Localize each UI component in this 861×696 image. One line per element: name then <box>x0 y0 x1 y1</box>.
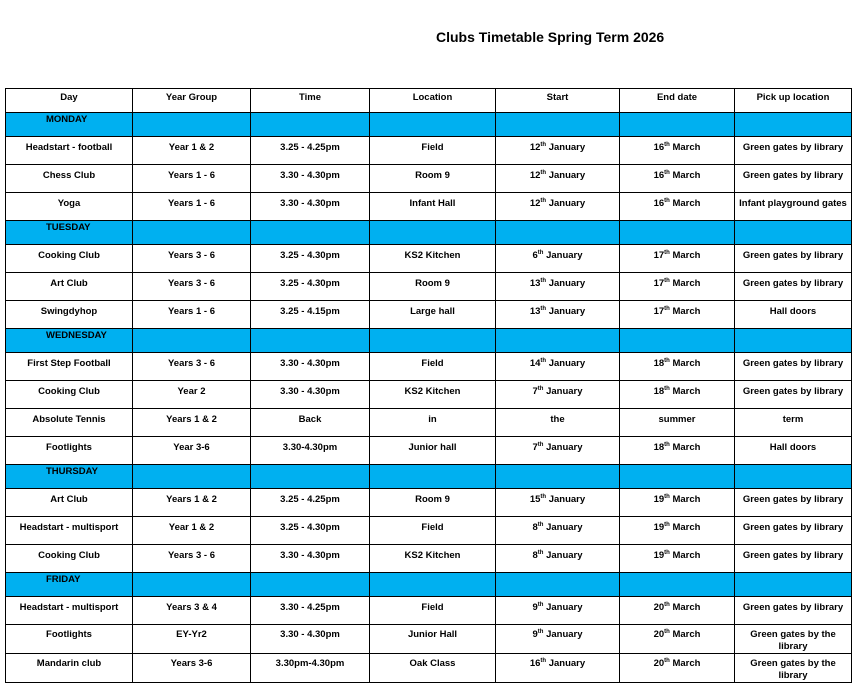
pickup-location: term <box>735 409 852 437</box>
end-date-suffix: th <box>664 441 670 448</box>
club-name: Cooking Club <box>6 545 133 573</box>
club-row <box>6 545 852 573</box>
day-row-cell <box>620 113 735 137</box>
start-date-day: 8 <box>532 522 538 533</box>
day-row-cell <box>133 221 251 245</box>
club-location: Room 9 <box>370 273 496 301</box>
start-date-month: January <box>548 306 586 317</box>
start-date <box>496 625 620 654</box>
club-name: Mandarin club <box>6 654 133 683</box>
end-date-suffix: th <box>664 549 670 556</box>
day-name: THURSDAY <box>6 465 133 489</box>
year-group: Year 1 & 2 <box>133 517 251 545</box>
club-time: 3.25 - 4.30pm <box>251 517 370 545</box>
day-name: TUESDAY <box>6 221 133 245</box>
year-group: Years 3 & 4 <box>133 597 251 625</box>
start-date <box>496 545 620 573</box>
club-row <box>6 193 852 221</box>
day-row-cell <box>370 465 496 489</box>
day-row-cell <box>251 329 370 353</box>
start-date-day: 15 <box>529 494 541 505</box>
day-row-cell <box>735 573 852 597</box>
end-date <box>620 301 735 329</box>
club-time: Back <box>251 409 370 437</box>
club-name: Headstart - multisport <box>6 597 133 625</box>
club-location: in <box>370 409 496 437</box>
club-row <box>6 437 852 465</box>
start-date <box>496 409 620 437</box>
club-location: Large hall <box>370 301 496 329</box>
end-date <box>620 165 735 193</box>
start-date-suffix: th <box>537 385 544 392</box>
column-header: End date <box>620 89 735 113</box>
end-date-day: 20 <box>653 658 665 669</box>
day-row-cell <box>620 221 735 245</box>
column-header: Day <box>6 89 133 113</box>
end-date <box>620 353 735 381</box>
year-group: Year 2 <box>133 381 251 409</box>
end-date <box>620 489 735 517</box>
start-date-month: January <box>548 170 586 181</box>
club-location: Oak Class <box>370 654 496 683</box>
start-date-month: January <box>546 522 583 533</box>
end-date-suffix: th <box>664 628 670 635</box>
start-date-suffix: th <box>537 249 544 256</box>
start-date-suffix: th <box>540 197 547 204</box>
pickup-location: Green gates by the library <box>735 654 852 683</box>
pickup-location: Green gates by library <box>735 597 852 625</box>
year-group: Year 3-6 <box>133 437 251 465</box>
club-time: 3.30 - 4.30pm <box>251 193 370 221</box>
year-group: Years 3 - 6 <box>133 545 251 573</box>
end-date-month: March <box>672 170 701 181</box>
end-date-suffix: th <box>664 657 670 664</box>
pickup-location: Green gates by library <box>735 489 852 517</box>
club-location: KS2 Kitchen <box>370 545 496 573</box>
day-name: WEDNESDAY <box>6 329 133 353</box>
start-date <box>496 489 620 517</box>
end-date-month: March <box>672 278 701 289</box>
day-row-cell <box>735 465 852 489</box>
start-date-month: January <box>546 386 583 397</box>
day-row-cell <box>620 573 735 597</box>
start-date-suffix: th <box>540 277 547 284</box>
end-date-suffix: th <box>664 385 670 392</box>
start-date-day: 12 <box>529 198 541 209</box>
pickup-location: Green gates by library <box>735 137 852 165</box>
club-location: Room 9 <box>370 165 496 193</box>
day-row-cell <box>251 221 370 245</box>
club-row <box>6 381 852 409</box>
start-date-month: January <box>548 142 586 153</box>
club-name: First Step Football <box>6 353 133 381</box>
day-row-cell <box>496 113 620 137</box>
day-row-cell <box>735 113 852 137</box>
year-group: EY-Yr2 <box>133 625 251 654</box>
start-date-day: 12 <box>529 142 541 153</box>
start-date <box>496 437 620 465</box>
start-date <box>496 353 620 381</box>
club-row <box>6 409 852 437</box>
day-row-cell <box>370 221 496 245</box>
end-date-month: March <box>672 198 701 209</box>
end-date <box>620 193 735 221</box>
start-date <box>496 165 620 193</box>
pickup-location: Green gates by library <box>735 517 852 545</box>
club-row <box>6 625 852 654</box>
end-date-day: 19 <box>653 494 665 505</box>
start-date-day: 9 <box>532 629 538 640</box>
start-date-suffix: th <box>537 628 544 635</box>
club-name: Yoga <box>6 193 133 221</box>
end-date-suffix: th <box>664 305 670 312</box>
club-name: Cooking Club <box>6 245 133 273</box>
start-date-month: January <box>546 629 583 640</box>
start-date-suffix: th <box>540 493 547 500</box>
club-location: Field <box>370 353 496 381</box>
start-date-day: 8 <box>532 550 538 561</box>
club-time: 3.30-4.30pm <box>251 437 370 465</box>
day-row-cell <box>370 573 496 597</box>
end-date-day: 20 <box>653 629 665 640</box>
day-row-cell <box>370 113 496 137</box>
end-date-day: 18 <box>653 358 665 369</box>
day-row <box>6 573 852 597</box>
end-date-day: 16 <box>653 142 665 153</box>
club-name: Headstart - multisport <box>6 517 133 545</box>
end-date-day: 17 <box>653 306 665 317</box>
start-date-suffix: th <box>540 357 547 364</box>
start-date-suffix: th <box>540 169 547 176</box>
start-date-suffix: th <box>540 305 547 312</box>
club-time: 3.30 - 4.30pm <box>251 381 370 409</box>
club-location: Infant Hall <box>370 193 496 221</box>
pickup-location: Green gates by library <box>735 165 852 193</box>
end-date-day: 18 <box>653 442 665 453</box>
end-date <box>620 517 735 545</box>
club-row <box>6 165 852 193</box>
club-row <box>6 137 852 165</box>
end-date-day: 17 <box>653 250 665 261</box>
pickup-location: Green gates by library <box>735 381 852 409</box>
start-date-month: January <box>546 602 583 613</box>
pickup-location: Hall doors <box>735 301 852 329</box>
day-row-cell <box>370 329 496 353</box>
club-time: 3.30 - 4.30pm <box>251 165 370 193</box>
title-text: Clubs Timetable Spring Term 2026 <box>436 29 665 45</box>
end-date-suffix: th <box>664 521 670 528</box>
day-row <box>6 221 852 245</box>
start-date <box>496 245 620 273</box>
start-date <box>496 381 620 409</box>
club-row <box>6 597 852 625</box>
end-date-month: March <box>672 358 701 369</box>
club-time: 3.25 - 4.30pm <box>251 273 370 301</box>
start-date-month: January <box>548 494 586 505</box>
start-date-day: 12 <box>529 170 541 181</box>
timetable-body <box>6 113 852 683</box>
column-header: Pick up location <box>735 89 852 113</box>
pickup-location: Green gates by library <box>735 545 852 573</box>
end-date-day: 20 <box>653 602 665 613</box>
club-location: Field <box>370 517 496 545</box>
end-date-suffix: th <box>664 141 670 148</box>
start-date-suffix: th <box>540 141 547 148</box>
year-group: Years 1 & 2 <box>133 489 251 517</box>
end-date-day: 16 <box>653 198 665 209</box>
day-name: FRIDAY <box>6 573 133 597</box>
day-row-cell <box>133 573 251 597</box>
club-name: Headstart - football <box>6 137 133 165</box>
day-row-cell <box>496 573 620 597</box>
day-row-cell <box>620 329 735 353</box>
end-date-month: March <box>672 142 701 153</box>
day-row-cell <box>251 573 370 597</box>
start-date-month: January <box>548 198 586 209</box>
end-date <box>620 437 735 465</box>
column-header: Start <box>496 89 620 113</box>
year-group: Years 1 - 6 <box>133 193 251 221</box>
day-row-cell <box>735 329 852 353</box>
day-row-cell <box>133 465 251 489</box>
end-date <box>620 625 735 654</box>
start-date <box>496 597 620 625</box>
day-row-cell <box>496 465 620 489</box>
club-row <box>6 301 852 329</box>
end-date-month: March <box>672 386 701 397</box>
year-group: Years 1 - 6 <box>133 165 251 193</box>
club-time: 3.30 - 4.25pm <box>251 597 370 625</box>
end-date-month: March <box>672 250 701 261</box>
club-row <box>6 489 852 517</box>
start-date-day: 7 <box>532 386 538 397</box>
end-date-day: summer <box>658 414 696 425</box>
start-date-suffix: th <box>537 549 544 556</box>
start-date <box>496 654 620 683</box>
end-date-month: March <box>672 306 701 317</box>
club-name: Art Club <box>6 273 133 301</box>
start-date-day: 13 <box>529 278 541 289</box>
day-row-cell <box>620 465 735 489</box>
club-row <box>6 517 852 545</box>
day-row-cell <box>496 221 620 245</box>
start-date-suffix: th <box>537 441 544 448</box>
end-date-month: March <box>672 602 701 613</box>
end-date-suffix: th <box>664 169 670 176</box>
club-time: 3.30 - 4.30pm <box>251 545 370 573</box>
day-row <box>6 329 852 353</box>
start-date <box>496 517 620 545</box>
start-date-suffix: th <box>537 521 544 528</box>
end-date <box>620 654 735 683</box>
day-row-cell <box>496 329 620 353</box>
pickup-location: Green gates by library <box>735 353 852 381</box>
start-date-day: 16 <box>529 658 541 669</box>
end-date-month: March <box>672 522 701 533</box>
end-date-suffix: th <box>664 197 670 204</box>
club-row <box>6 273 852 301</box>
club-location: Junior Hall <box>370 625 496 654</box>
club-time: 3.25 - 4.30pm <box>251 245 370 273</box>
end-date <box>620 137 735 165</box>
year-group: Years 3 - 6 <box>133 245 251 273</box>
club-row <box>6 353 852 381</box>
club-time: 3.25 - 4.25pm <box>251 489 370 517</box>
end-date-suffix: th <box>664 493 670 500</box>
start-date-month: January <box>548 358 586 369</box>
day-row-cell <box>133 329 251 353</box>
end-date-day: 19 <box>653 550 665 561</box>
column-header: Year Group <box>133 89 251 113</box>
club-location: Field <box>370 137 496 165</box>
start-date-month: January <box>546 550 583 561</box>
start-date-suffix: th <box>540 657 547 664</box>
start-date-day: 13 <box>529 306 541 317</box>
start-date-month: January <box>546 442 583 453</box>
club-time: 3.30pm-4.30pm <box>251 654 370 683</box>
pickup-location: Green gates by the library <box>735 625 852 654</box>
end-date-month: March <box>672 629 701 640</box>
start-date-month: January <box>548 658 586 669</box>
club-location: KS2 Kitchen <box>370 245 496 273</box>
end-date <box>620 381 735 409</box>
club-location: Junior hall <box>370 437 496 465</box>
start-date-day: the <box>550 414 565 425</box>
club-name: Absolute Tennis <box>6 409 133 437</box>
pickup-location: Green gates by library <box>735 245 852 273</box>
club-name: Art Club <box>6 489 133 517</box>
end-date <box>620 273 735 301</box>
day-name: MONDAY <box>6 113 133 137</box>
header-row <box>6 89 852 113</box>
start-date <box>496 273 620 301</box>
pickup-location: Green gates by library <box>735 273 852 301</box>
pickup-location: Infant playground gates <box>735 193 852 221</box>
end-date <box>620 597 735 625</box>
start-date <box>496 193 620 221</box>
start-date <box>496 301 620 329</box>
column-header: Location <box>370 89 496 113</box>
club-name: Swingdyhop <box>6 301 133 329</box>
end-date <box>620 409 735 437</box>
end-date-suffix: th <box>664 249 670 256</box>
year-group: Years 3 - 6 <box>133 353 251 381</box>
club-name: Footlights <box>6 625 133 654</box>
club-time: 3.25 - 4.25pm <box>251 137 370 165</box>
day-row-cell <box>251 465 370 489</box>
end-date-day: 17 <box>653 278 665 289</box>
end-date-suffix: th <box>664 601 670 608</box>
start-date-month: January <box>548 278 586 289</box>
end-date-day: 16 <box>653 170 665 181</box>
club-name: Footlights <box>6 437 133 465</box>
start-date-day: 6 <box>532 250 538 261</box>
pickup-location: Hall doors <box>735 437 852 465</box>
start-date-day: 9 <box>532 602 538 613</box>
column-header: Time <box>251 89 370 113</box>
end-date-day: 18 <box>653 386 665 397</box>
day-row-cell <box>251 113 370 137</box>
club-name: Chess Club <box>6 165 133 193</box>
club-row <box>6 654 852 683</box>
year-group: Years 3-6 <box>133 654 251 683</box>
end-date <box>620 545 735 573</box>
start-date-day: 14 <box>529 358 541 369</box>
end-date-month: March <box>672 442 701 453</box>
club-location: KS2 Kitchen <box>370 381 496 409</box>
day-row-cell <box>735 221 852 245</box>
end-date-month: March <box>672 550 701 561</box>
clubs-timetable <box>5 88 852 683</box>
year-group: Years 3 - 6 <box>133 273 251 301</box>
club-location: Field <box>370 597 496 625</box>
end-date <box>620 245 735 273</box>
start-date-suffix: th <box>537 601 544 608</box>
start-date <box>496 137 620 165</box>
start-date-day: 7 <box>532 442 538 453</box>
end-date-month: March <box>672 494 701 505</box>
start-date-month: January <box>546 250 583 261</box>
club-time: 3.25 - 4.15pm <box>251 301 370 329</box>
year-group: Years 1 - 6 <box>133 301 251 329</box>
club-row <box>6 245 852 273</box>
club-time: 3.30 - 4.30pm <box>251 625 370 654</box>
day-row-cell <box>133 113 251 137</box>
day-row <box>6 113 852 137</box>
club-name: Cooking Club <box>6 381 133 409</box>
day-row <box>6 465 852 489</box>
club-location: Room 9 <box>370 489 496 517</box>
year-group: Year 1 & 2 <box>133 137 251 165</box>
end-date-suffix: th <box>664 357 670 364</box>
end-date-suffix: th <box>664 277 670 284</box>
year-group: Years 1 & 2 <box>133 409 251 437</box>
end-date-month: March <box>672 658 701 669</box>
club-time: 3.30 - 4.30pm <box>251 353 370 381</box>
end-date-day: 19 <box>653 522 665 533</box>
